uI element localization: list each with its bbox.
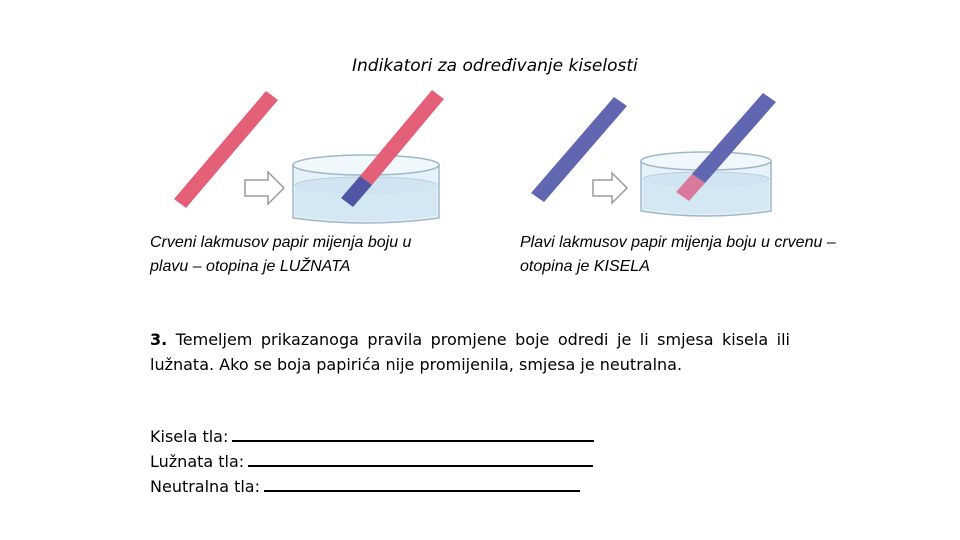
task-instruction xyxy=(150,327,790,377)
answer-alkaline xyxy=(150,449,594,474)
arrow-icon xyxy=(245,172,284,204)
caption-blue-litmus: Plavi lakmusov papir mijenja boju u crvenu – otopina je KISELA xyxy=(520,234,836,275)
answer-neutral xyxy=(150,474,594,499)
answer-acidic xyxy=(150,424,594,449)
arrow-icon xyxy=(593,173,627,203)
answer-label: Kisela tla: xyxy=(150,427,229,446)
answer-blank-neutral[interactable] xyxy=(264,474,580,492)
task-text: Temeljem prikazanoga pravila promjene boje odredi je li smjesa kisela ili lužnata. Ako se boja papirića nije promijenila, smjesa je neutralna. xyxy=(150,330,790,374)
page-title: Indikatori za određivanje kiselosti xyxy=(352,56,638,76)
task-number: 3. xyxy=(150,330,168,349)
answer-blank-acidic[interactable] xyxy=(232,424,594,442)
answer-label: Lužnata tla: xyxy=(150,452,245,471)
answer-section xyxy=(150,424,594,499)
answer-blank-alkaline[interactable] xyxy=(248,449,593,467)
caption-red-litmus: Crveni lakmusov papir mijenja boju u plavu – otopina je LUŽNATA xyxy=(150,234,412,275)
answer-label: Neutralna tla: xyxy=(150,477,260,496)
